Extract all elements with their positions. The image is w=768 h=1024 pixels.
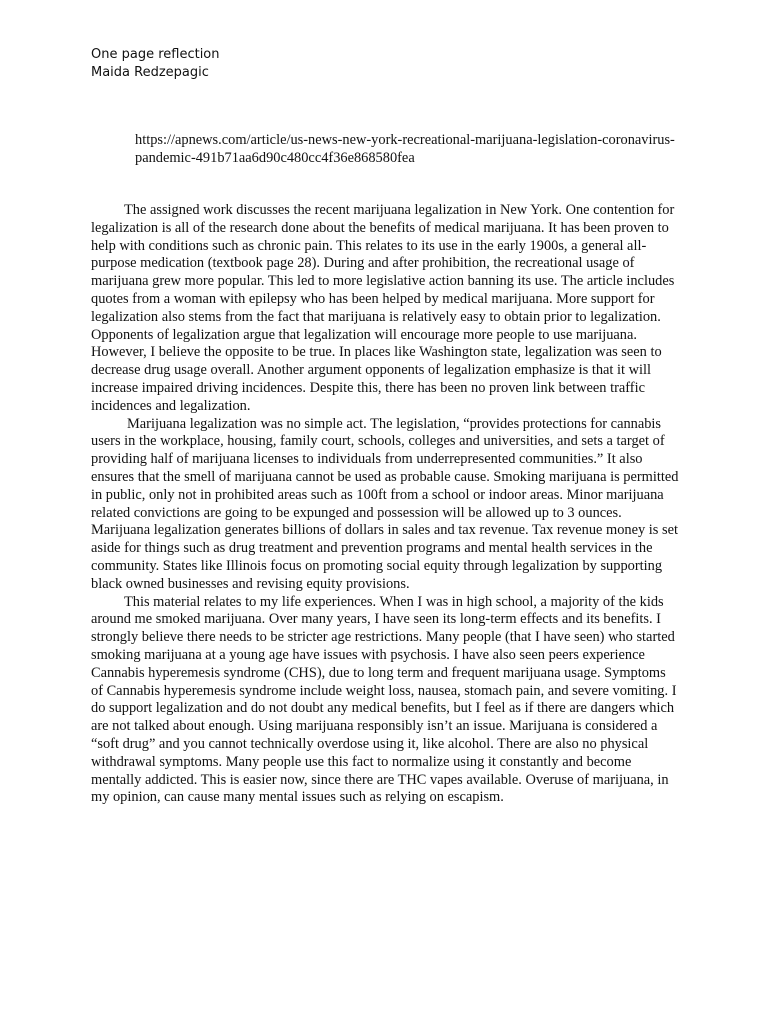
author-name: Maida Redzepagic [91,65,209,80]
document-body [91,202,679,807]
document-header [91,46,220,82]
source-url: https://apnews.com/article/us-news-new-york-recreational-marijuana-legislation-coronavirus-pandemic-491b71aa6d90c480cc4f36e868580fea [135,132,675,166]
paragraph-2: Marijuana legalization was no simple act. The legislation, “provides protections for cannabis users in the workplace, housing, family court, schools, colleges and universities, and sets a target of providing half of marijuana licenses to individuals from underrepresented communities.” It also ensures that the smell of marijuana cannot be used as probable cause. Smoking marijuana is permitted in public, only not in prohibited areas such as 100ft from a school or indoor areas. Minor marijuana related convictions are going to be expunged and possession will be allowed up to 3 ounces. Marijuana legalization generates billions of dollars in sales and tax revenue. Tax revenue money is set aside for things such as drug treatment and prevention programs and mental health services in the community. States like Illinois focus on promoting social equity through legalization by supporting black owned businesses and revising equity provisions. [91,415,679,592]
paragraph-1: The assigned work discusses the recent marijuana legalization in New York. One contention for legalization is all of the research done about the benefits of medical marijuana. It has been proven to help with conditions such as chronic pain. This relates to its use in the early 1900s, a general all-purpose medication (textbook page 28). During and after prohibition, the recreational usage of marijuana grew more popular. This led to more legislative action banning its use. The article includes quotes from a woman with epilepsy who has been helped by medical marijuana. More support for legalization also stems from the fact that marijuana is relatively easy to obtain prior to legalization. Opponents of legalization argue that legalization will encourage more people to use marijuana. However, I believe the opposite to be true. In places like Washington state, legalization was seen to decrease drug usage overall. Another argument opponents of legalization emphasize is that it will increase impaired driving incidences. Despite this, there has been no proven link between traffic incidences and legalization. [91,202,675,414]
document-title: One page reflection [91,47,220,62]
paragraph-3: This material relates to my life experiences. When I was in high school, a majority of the kids around me smoked marijuana. Over many years, I have seen its long-term effects and its benefits. I strongly believe there needs to be stricter age restrictions. Many people (that I have seen) who started smoking marijuana at a young age have issues with psychosis. I have also seen peers experience Cannabis hyperemesis syndrome (CHS), due to long term and frequent marijuana usage. Symptoms of Cannabis hyperemesis syndrome include weight loss, nausea, stomach pain, and severe vomiting. I do support legalization and do not doubt any medical benefits, but I feel as if there are dangers which are not talked about enough. Using marijuana responsibly isn’t an issue. Marijuana is considered a “soft drug” and you cannot technically overdose using it, like alcohol. There are also no physical withdrawal symptoms. Many people use this fact to normalize using it constantly and become mentally addicted. This is easier now, since there are THC vapes available. Overuse of marijuana, in my opinion, can cause many mental issues such as relying on escapism. [91,593,677,806]
